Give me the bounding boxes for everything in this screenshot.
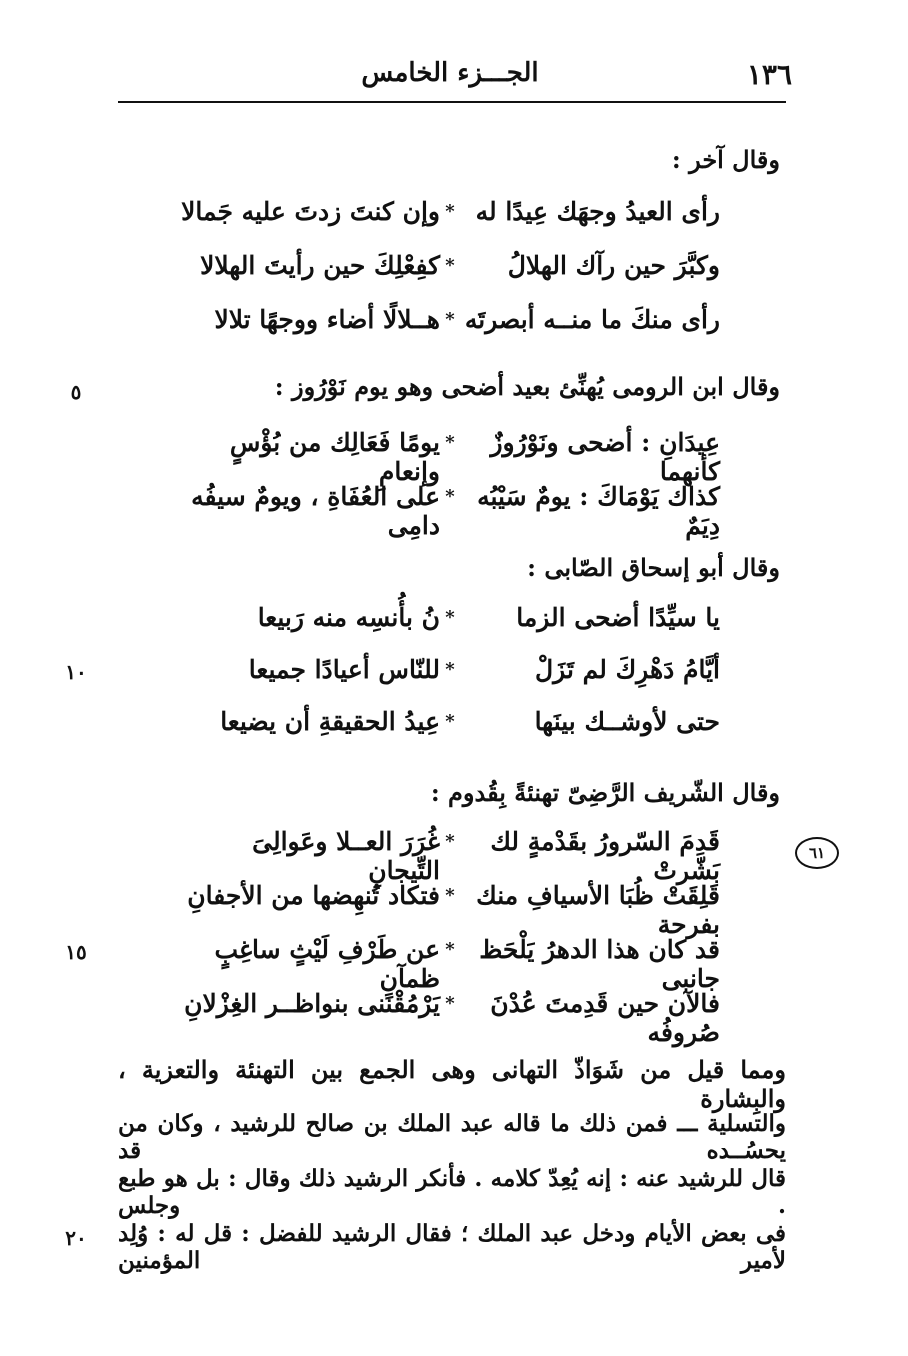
hemistich-separator: * bbox=[445, 993, 455, 1014]
verse-line bbox=[180, 935, 720, 993]
verse-second-hemistich: فتكاد تُنهِضها من الأجفانِ bbox=[187, 881, 440, 910]
prose-line: قال للرشيد عنه : إنه يُعِدّ كلامه . فأنكر الرشيد ذلك وقال : بل هو طبع . وجلس bbox=[118, 1165, 786, 1219]
verse-line bbox=[180, 827, 720, 885]
line-number-margin: ٥ bbox=[70, 380, 82, 404]
verse-line bbox=[180, 655, 720, 701]
verse-first-hemistich: قَلِقَتْ ظُبَا الأسيافِ منك بفرحة bbox=[476, 881, 720, 939]
verse-first-hemistich: أيَّامُ دَهْرِكَ لم تَزَلْ bbox=[535, 655, 720, 684]
hemistich-separator: * bbox=[445, 885, 455, 906]
verse-line bbox=[180, 989, 720, 1047]
verse-second-hemistich: هــلالًا أضاء ووجهًا تلالا bbox=[214, 305, 440, 334]
hemistich-separator: * bbox=[445, 659, 455, 680]
verse-line bbox=[180, 482, 720, 540]
verse-line bbox=[180, 428, 720, 486]
verse-second-hemistich: على العُفَاةِ ، ويومٌ سيفُه دامِى bbox=[191, 482, 440, 540]
hemistich-separator: * bbox=[445, 711, 455, 732]
poem-intro: وقال الشّريف الرَّضِىّ تهنئةً بِقُدوم : bbox=[430, 778, 780, 807]
line-number-margin: ٢٠ bbox=[65, 1226, 87, 1250]
verse-line bbox=[180, 603, 720, 649]
hemistich-separator: * bbox=[445, 255, 455, 276]
verse-line bbox=[180, 251, 720, 297]
verse-line bbox=[180, 707, 720, 753]
verse-first-hemistich: حتى لأوشــك بينَها bbox=[534, 707, 720, 736]
verse-line bbox=[180, 305, 720, 351]
manuscript-page-marker: ٦١ bbox=[795, 837, 839, 869]
verse-first-hemistich: كذاك يَوْمَاكَ : يومٌ سَيْبُه دِيَمٌ bbox=[477, 482, 720, 540]
poem-intro: وقال آخر : bbox=[671, 145, 780, 174]
verse-first-hemistich: يا سيِّدًا أضحى الزما bbox=[516, 603, 720, 632]
verse-second-hemistich: وإن كنتَ زدتَ عليه جَمالا bbox=[181, 197, 440, 226]
poem-intro: وقال ابن الرومى يُهنِّئ بعيد أضحى وهو يوم نَوْرُوز : bbox=[274, 372, 780, 401]
hemistich-separator: * bbox=[445, 201, 455, 222]
line-number-margin: ١٥ bbox=[65, 940, 87, 964]
hemistich-separator: * bbox=[445, 607, 455, 628]
verse-first-hemistich: قَدِمَ السّرورُ بقَدْمةٍ لك بَشّرتْ bbox=[490, 827, 720, 885]
verse-second-hemistich: عِيدُ الحقيقةِ أن يضيعا bbox=[220, 707, 440, 736]
header-rule bbox=[118, 101, 786, 103]
verse-line bbox=[180, 197, 720, 243]
verse-second-hemistich: عن طَرْفِ لَيْثٍ ساغِبٍ ظمآنِ bbox=[214, 935, 440, 993]
verse-second-hemistich: يَرْمُقْنَنى بنواظــر الغِزْلانِ bbox=[184, 989, 440, 1018]
verse-second-hemistich: للنّاس أعيادًا جميعا bbox=[248, 655, 440, 684]
page-number: ١٣٦ bbox=[746, 58, 792, 91]
hemistich-separator: * bbox=[445, 432, 455, 453]
poem-intro: وقال أبو إسحاق الصّابى : bbox=[527, 553, 780, 582]
hemistich-separator: * bbox=[445, 309, 455, 330]
line-number-margin: ١٠ bbox=[65, 660, 87, 684]
verse-second-hemistich: كفِعْلِكَ حين رأيتَ الهلالا bbox=[200, 251, 440, 280]
hemistich-separator: * bbox=[445, 939, 455, 960]
hemistich-separator: * bbox=[445, 831, 455, 852]
running-title: الجـــزء الخامس bbox=[361, 58, 539, 88]
verse-first-hemistich: رأى العيدُ وجهَك عِيدًا له bbox=[475, 197, 720, 226]
prose-line: والتسلية ـــ فمن ذلك ما قاله عبد الملك بن صالح للرشيد ، وكان من يحسُــده قد bbox=[118, 1110, 787, 1164]
verse-first-hemistich: وكبَّرَ حين رآك الهلالُ bbox=[507, 251, 720, 280]
prose-line: ومما قيل من شَوَاذّ التهانى وهى الجمع بين التهنئة والتعزية ، والبِشارة bbox=[118, 1055, 786, 1113]
verse-second-hemistich: يومًا فَعَالِك من بُؤْسٍ وإنعامِ bbox=[229, 428, 440, 486]
prose-line: فى بعض الأيام ودخل عبد الملك ؛ فقال الرشيد للفضل : قل له : وُلِد لأمير المؤمنين bbox=[118, 1220, 786, 1274]
verse-second-hemistich: غُرَرَ العــلا وعَوالِىَ التِّيجانِ bbox=[252, 827, 440, 885]
verse-first-hemistich: عِيدَانِ : أضحى ونَوْرُوزٌ كأنهما bbox=[490, 428, 720, 486]
verse-first-hemistich: فالآن حين قَدِمتَ عُدْنَ صُروفُه bbox=[490, 989, 720, 1047]
verse-second-hemistich: نُ بأُنسِه منه رَبيعا bbox=[257, 603, 440, 632]
verse-first-hemistich: رأى منكَ ما منــه أبصرتَه bbox=[464, 305, 720, 334]
verse-first-hemistich: قد كان هذا الدهرُ يَلْحَظ جانبى bbox=[479, 935, 720, 993]
verse-line bbox=[180, 881, 720, 939]
hemistich-separator: * bbox=[445, 486, 455, 507]
